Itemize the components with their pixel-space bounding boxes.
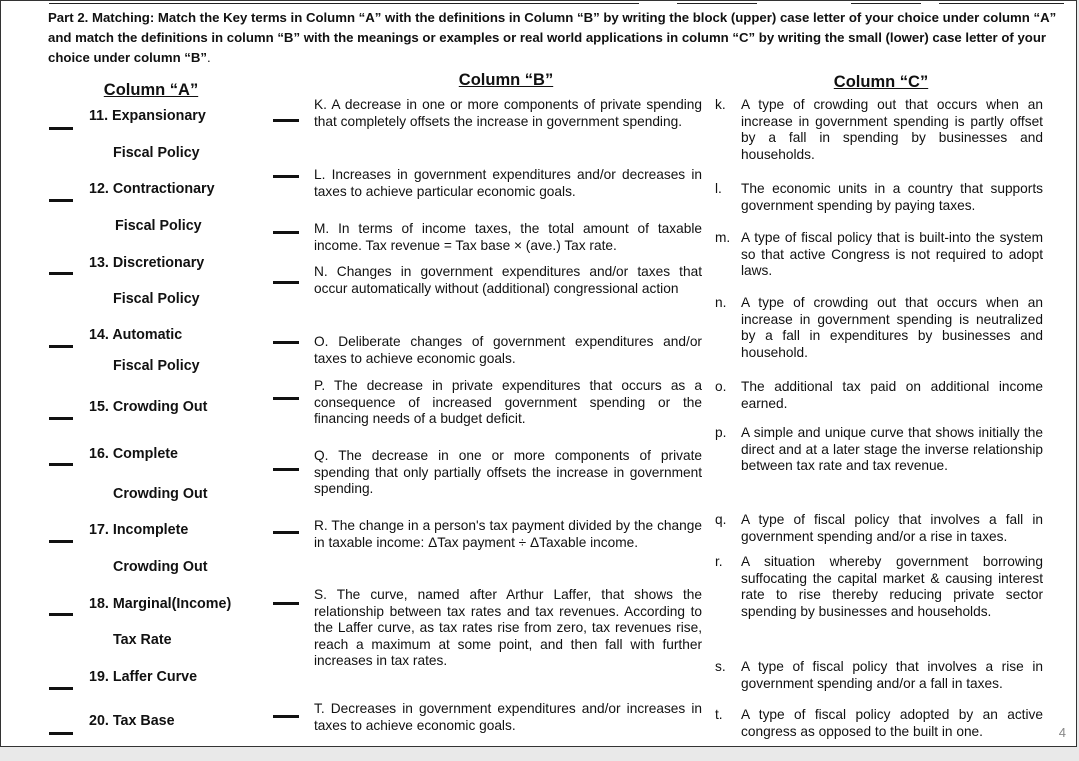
term-14-line2: Fiscal Policy [113,358,200,374]
meaning-letter: k. [715,97,726,112]
meaning-t [715,707,1043,740]
definition-M: M. In terms of income taxes, the total amount of taxable income. Tax revenue = Tax base × (ave.) Tax rate. [314,221,702,253]
definition-R: R. The change in a person's tax payment divided by the change in taxable income: ΔTax payment ÷ ΔTaxable income. [314,518,702,550]
header-rule [49,3,639,4]
definition-P: P. The decrease in private expenditures that occurs as a consequence of increased government spending or the financing needs of a budget deficit. [314,378,702,427]
answer-blank-M[interactable] [273,231,299,234]
definition-N: N. Changes in government expenditures and/or taxes that occur automatically without (additional) congressional action [314,264,702,296]
meaning-letter: p. [715,425,727,440]
definition-K: K. A decrease in one or more components of private spending that completely offsets the increase in government spending. [314,97,702,129]
meaning-m [715,230,1043,280]
answer-blank-Q[interactable] [273,468,299,471]
column-a-header: Column “A” [103,81,199,99]
page-number: 4 [1058,725,1066,740]
column-b-header: Column “B” [458,71,554,89]
definition-O: O. Deliberate changes of government expenditures and/or taxes to achieve economic goals. [314,334,702,366]
meaning-letter: r. [715,554,723,569]
answer-blank-N[interactable] [273,281,299,284]
definition-L: L. Increases in government expenditures and/or decreases in taxes to achieve particular economic goals. [314,167,702,199]
term-11-line1: 11. Expansionary [89,108,206,124]
instructions-text: Part 2. Matching: Match the Key terms in Column “A” with the definitions in Column “B” by writing the block (upper) case letter of your choice under column “A” and match the definitions in column “B” with the meanings or examples or real world applications in column “C” by writing the small (lower) case letter of your choice under column “B” [48,10,1057,65]
answer-blank-P[interactable] [273,397,299,400]
term-18-line1: 18. Marginal(Income) [89,596,232,612]
definition-Q: Q. The decrease in one or more components of private spending that only partially offsets the increase in government spending. [314,448,702,497]
header-rule [677,3,757,4]
answer-blank-19[interactable] [49,687,73,690]
meaning-letter: q. [715,512,727,527]
term-11-line2: Fiscal Policy [113,145,200,161]
answer-blank-18[interactable] [49,613,73,616]
answer-blank-S[interactable] [273,602,299,605]
meaning-text: A simple and unique curve that shows initially the direct and at a later stage the inverse relationship between tax rate and tax revenue. [741,425,1043,474]
answer-blank-K[interactable] [273,119,299,122]
term-19-line1: 19. Laffer Curve [89,669,198,685]
answer-blank-T[interactable] [273,715,299,718]
term-12-line1: 12. Contractionary [89,181,215,197]
meaning-q [715,512,1043,545]
answer-blank-12[interactable] [49,199,73,202]
meaning-letter: m. [715,230,731,245]
meaning-p [715,425,1043,475]
term-15-line1: 15. Crowding Out [89,399,208,415]
header-rule [939,3,1064,4]
column-c-header: Column “C” [833,73,929,91]
term-13-line1: 13. Discretionary [89,255,205,271]
meaning-text: The additional tax paid on additional income earned. [741,379,1043,411]
answer-blank-O[interactable] [273,341,299,344]
term-17-line1: 17. Incomplete [89,522,189,538]
meaning-text: A type of fiscal policy that is built-into the system so that active Congress is not required to adopt laws. [741,230,1043,279]
meaning-text: A type of crowding out that occurs when an increase in government spending is neutralized by a fall in expenditures by businesses and household. [741,295,1043,360]
meaning-text: A type of fiscal policy that involves a rise in government spending and/or a fall in taxes. [741,659,1043,691]
answer-blank-16[interactable] [49,463,73,466]
definition-T: T. Decreases in government expenditures and/or increases in taxes to achieve economic goals. [314,701,702,733]
meaning-letter: n. [715,295,727,310]
meaning-text: A situation whereby government borrowing suffocating the capital market & causing interest rate to rise thereby reducing private sector spending by businesses and households. [741,554,1043,619]
answer-blank-L[interactable] [273,175,299,178]
meaning-text: The economic units in a country that supports government spending by paying taxes. [741,181,1043,213]
definition-S: S. The curve, named after Arthur Laffer, that shows the relationship between tax rates and tax revenues. According to the Laffer curve, as tax rates rise from zero, tax revenues rise, reach a maximum at some point, and then fall with further increases in tax rates. [314,587,702,669]
term-18-line2: Tax Rate [113,632,172,648]
term-13-line2: Fiscal Policy [113,291,200,307]
answer-blank-14[interactable] [49,345,73,348]
answer-blank-17[interactable] [49,540,73,543]
meaning-letter: l. [715,181,722,196]
answer-blank-20[interactable] [49,732,73,735]
term-16-line1: 16. Complete [89,446,178,462]
meaning-r [715,554,1043,620]
instructions [48,8,1068,68]
meaning-k [715,97,1043,163]
term-20-line1: 20. Tax Base [89,713,175,729]
answer-blank-13[interactable] [49,272,73,275]
meaning-text: A type of fiscal policy adopted by an active congress as opposed to the built in one. [741,707,1043,739]
header-rule [851,3,921,4]
term-16-line2: Crowding Out [113,486,208,502]
answer-blank-15[interactable] [49,417,73,420]
term-17-line2: Crowding Out [113,559,208,575]
term-14-line1: 14. Automatic [89,327,183,343]
meaning-text: A type of fiscal policy that involves a fall in government spending and/or a rise in taxes. [741,512,1043,544]
term-12-line2: Fiscal Policy [115,218,202,234]
meaning-letter: s. [715,659,726,674]
instructions-tail: . [207,50,211,65]
meaning-n [715,295,1043,361]
answer-blank-11[interactable] [49,127,73,130]
meaning-s [715,659,1043,692]
meaning-letter: o. [715,379,727,394]
answer-blank-R[interactable] [273,531,299,534]
meaning-text: A type of crowding out that occurs when an increase in government spending is partly offset by a fall in spending by businesses and households. [741,97,1043,162]
meaning-letter: t. [715,707,723,722]
meaning-o [715,379,1043,412]
meaning-l [715,181,1043,214]
